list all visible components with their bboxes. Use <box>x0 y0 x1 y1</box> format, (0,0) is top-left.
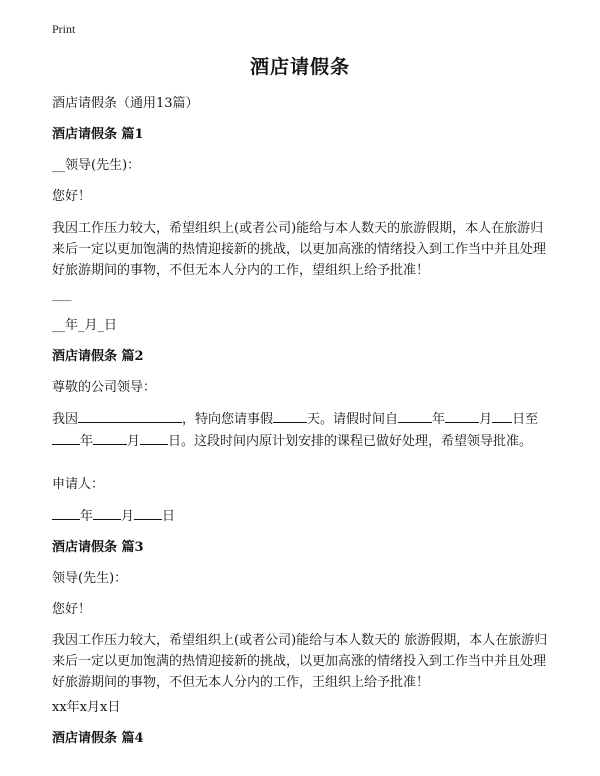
section-1-date: __年_月_日 <box>52 318 118 333</box>
print-link[interactable]: Print <box>52 22 76 36</box>
section-2-salutation: 尊敬的公司领导： <box>52 380 157 395</box>
intro-line: 酒店请假条（通用13篇） <box>52 96 199 111</box>
section-1-greeting: 您好！ <box>52 189 92 204</box>
section-2-applicant: 申请人： <box>52 477 105 492</box>
section-1-salutation: __领导(先生)： <box>52 158 141 173</box>
section-3-heading: 酒店请假条 篇3 <box>52 540 144 555</box>
section-2-heading: 酒店请假条 篇2 <box>52 349 144 364</box>
section-2-date: 年 月 日 <box>52 505 548 527</box>
section-4-heading: 酒店请假条 篇4 <box>52 731 144 746</box>
section-3-body: 我因工作压力较大，希望组织上(或者公司)能给与本人数天的 旅游假期，本人在旅游归来后一定以更加饱满的热情迎接新的挑战，以更加高涨的情绪投入到工作当中并且处理好旅游期间的事物，不但无本人分内的工作，王组织上给予批准！ <box>52 633 548 690</box>
section-1-heading: 酒店请假条 篇1 <box>52 127 144 142</box>
section-3-date: xx年x月x日 <box>52 700 121 715</box>
section-1-body: 我因工作压力较大，希望组织上(或者公司)能给与本人数天的旅游假期，本人在旅游归来后一定以更加饱满的热情迎接新的挑战，以更加高涨的情绪投入到工作当中并且处理好旅游期间的事物，不但无本人分内的工作，望组织上给予批准！ <box>52 221 547 278</box>
page-title: 酒店请假条 <box>249 56 350 78</box>
section-3-greeting: 您好！ <box>52 602 92 617</box>
section-3-salutation: 领导(先生)： <box>52 571 128 586</box>
section-2-body: 我因 ，特向您请事假 天。请假时间自 年 月 日至年 月 日。这段时间内原计划安排的课程已做好处理，希望领导批准。 <box>52 408 548 452</box>
section-1-signature: ___ <box>52 287 72 302</box>
